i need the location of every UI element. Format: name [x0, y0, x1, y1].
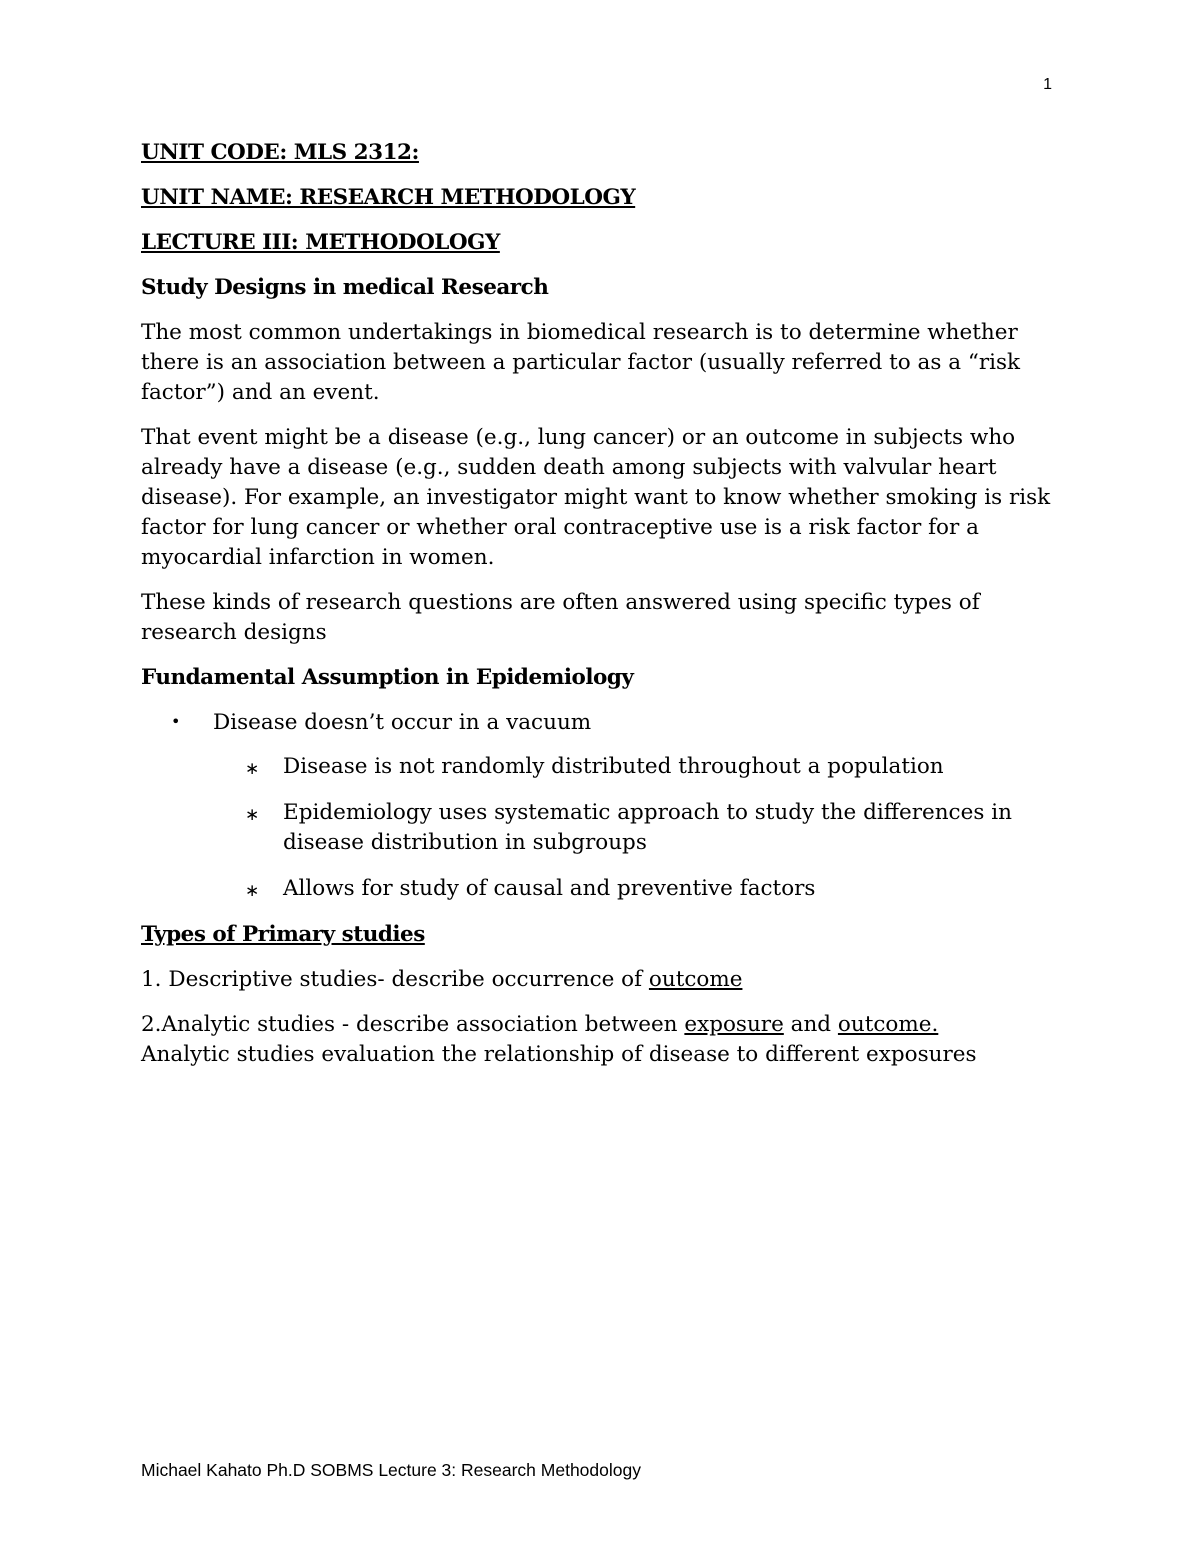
page-content [141, 138, 1066, 1085]
sub-bullet-text: Allows for study of causal and preventive factors [283, 876, 816, 901]
page-number: 1 [1043, 76, 1052, 93]
unit-name-heading: UNIT NAME: RESEARCH METHODOLOGY [141, 185, 636, 210]
types-item-2-mid: and [783, 1012, 838, 1037]
asterisk-icon: ∗ [245, 805, 260, 825]
list-item [141, 708, 1066, 738]
study-designs-heading: Study Designs in medical Research [141, 275, 549, 300]
assumption-heading: Fundamental Assumption in Epidemiology [141, 665, 634, 690]
page-footer: Michael Kahato Ph.D SOBMS Lecture 3: Research Methodology [141, 1460, 641, 1480]
outcome-term: outcome [648, 967, 743, 992]
bullet-text: Disease doesn’t occur in a vacuum [213, 710, 592, 735]
unit-code-heading: UNIT CODE: MLS 2312: [141, 140, 419, 165]
outcome-term: outcome. [837, 1012, 939, 1037]
study-designs-paragraph-3: These kinds of research questions are often answered using specific types of research designs [141, 590, 980, 645]
types-item-2-continuation: Analytic studies evaluation the relationship of disease to different exposures [141, 1042, 977, 1067]
lecture-title: LECTURE III: METHODOLOGY [141, 230, 500, 255]
assumption-sub-list [141, 752, 1066, 904]
types-heading: Types of Primary studies [141, 922, 425, 947]
types-item-1-text: 1. Descriptive studies- describe occurrence of [141, 967, 649, 992]
asterisk-icon: ∗ [245, 881, 260, 901]
list-item [141, 752, 1066, 782]
study-designs-paragraph-1: The most common undertakings in biomedical research is to determine whether there is an association between a particular factor (usually referred to as a “risk factor”) and an event. [141, 320, 1021, 405]
asterisk-icon: ∗ [245, 759, 260, 779]
bullet-icon: • [171, 712, 181, 731]
types-item-2-text: 2.Analytic studies - describe association between [141, 1012, 685, 1037]
sub-bullet-text: Disease is not randomly distributed throughout a population [283, 754, 944, 779]
list-item [141, 874, 1066, 904]
sub-bullet-text: Epidemiology uses systematic approach to study the differences in disease distribution in subgroups [283, 800, 1012, 855]
study-designs-paragraph-2: That event might be a disease (e.g., lung cancer) or an outcome in subjects who already have a disease (e.g., sudden death among subjects with valvular heart disease). For example, an investigator might want to know whether smoking is risk factor for lung cancer or whether oral contraceptive use is a risk factor for a myocardial infarction in women. [141, 425, 1051, 570]
assumption-list [141, 708, 1066, 738]
exposure-term: exposure [684, 1012, 784, 1037]
types-item-1 [141, 965, 1066, 995]
list-item [141, 798, 1066, 858]
types-item-2 [141, 1010, 1066, 1070]
